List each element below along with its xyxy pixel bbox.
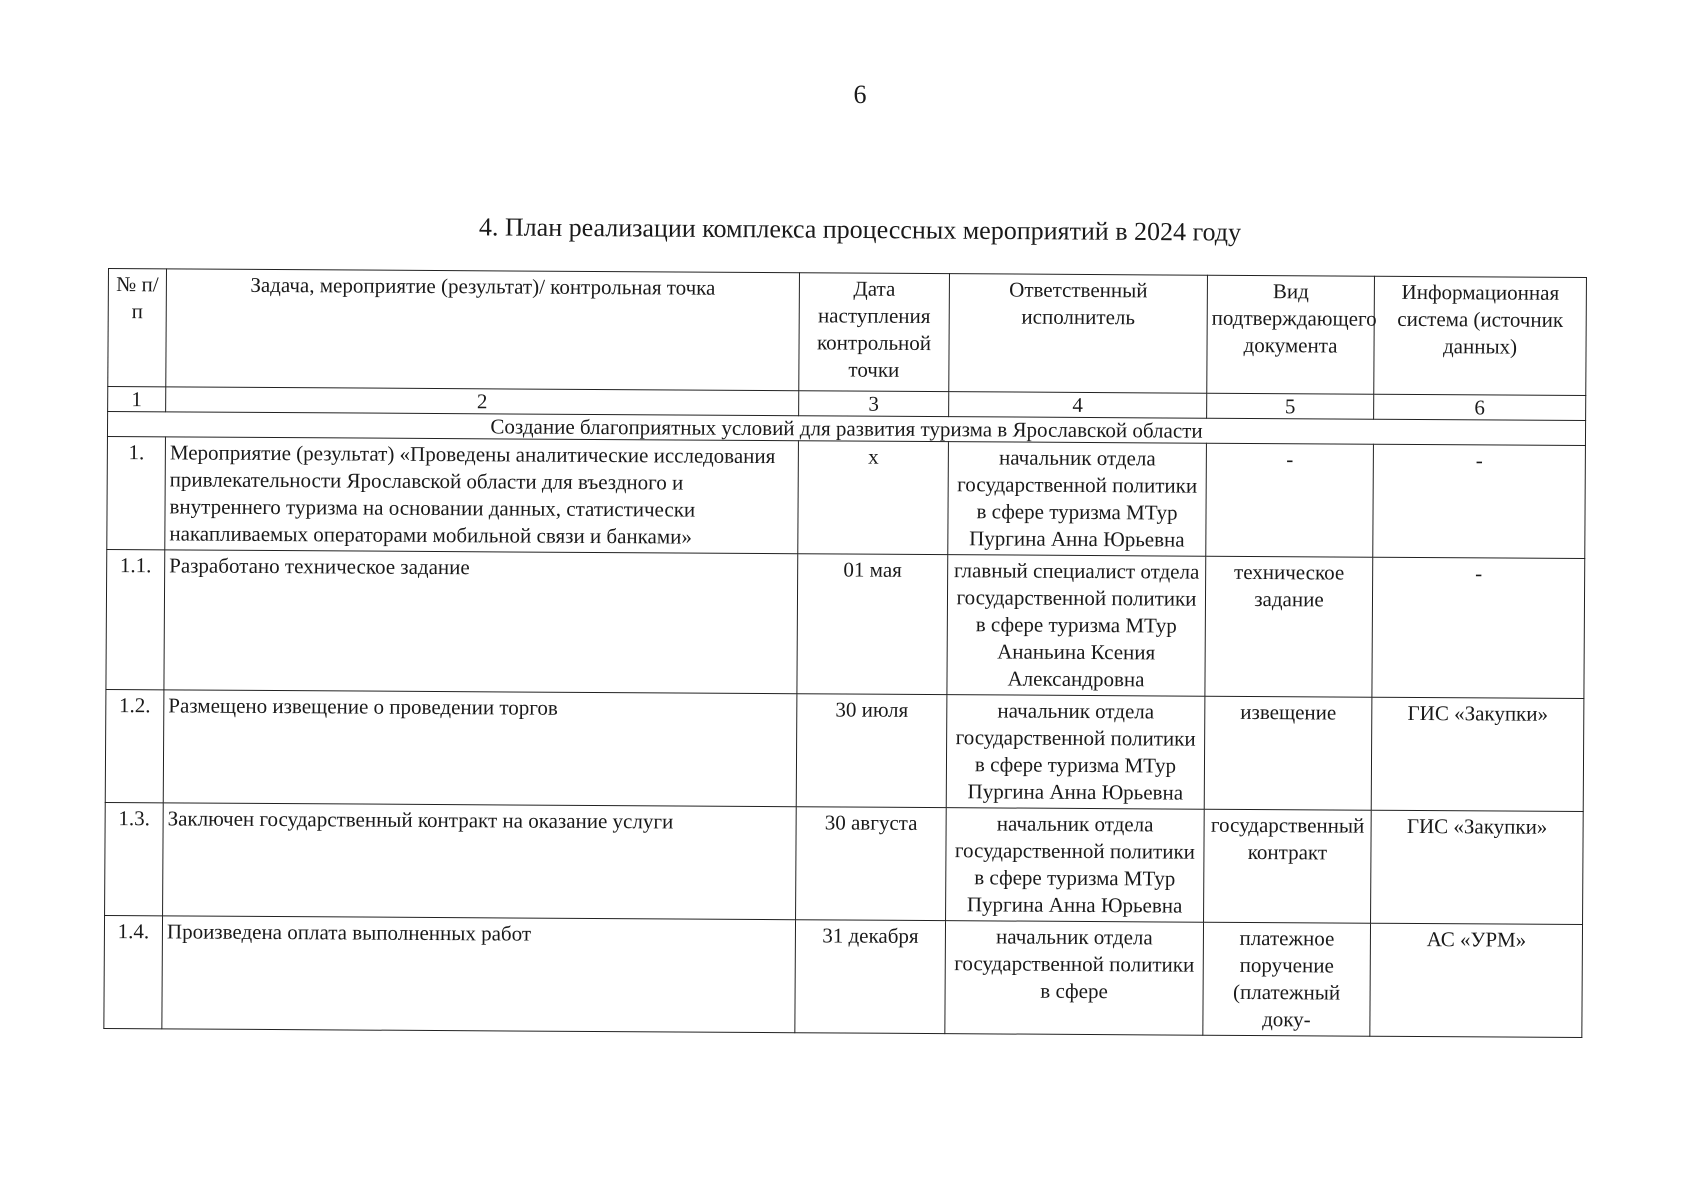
row-system: ГИС «Закупки»	[1371, 810, 1584, 924]
column-number: 4	[949, 392, 1207, 419]
header-date: Дата наступления контрольной точки	[799, 273, 950, 392]
row-date: 01 мая	[797, 554, 948, 695]
page-number: 6	[853, 80, 867, 109]
plan-table-container	[103, 268, 1586, 1038]
header-row	[108, 269, 1587, 396]
row-number: 1.1.	[106, 549, 165, 689]
row-system: ГИС «Закупки»	[1371, 697, 1584, 811]
row-system: -	[1373, 444, 1586, 558]
table-row	[105, 802, 1584, 924]
row-date: 30 июля	[796, 694, 947, 808]
row-responsible: главный специалист отдела государственной политики в сфере туризма МТур Ананьина Ксения Александровна	[947, 555, 1206, 697]
column-number: 3	[799, 391, 949, 417]
header-num: № п/п	[108, 269, 167, 387]
row-date: 30 августа	[796, 807, 947, 921]
header-task: Задача, мероприятие (результат)/ контрольная точка	[166, 269, 800, 391]
row-task: Размещено извещение о проведении торгов	[163, 690, 797, 807]
row-date: x	[798, 441, 949, 555]
column-number: 2	[166, 387, 799, 416]
row-date: 31 декабря	[795, 920, 946, 1034]
row-number: 1.3.	[105, 802, 164, 915]
row-document: платежное поручение (платежный доку-	[1203, 922, 1371, 1036]
row-task: Заключен государственный контракт на оказание услуги	[163, 803, 797, 920]
table-row	[106, 549, 1585, 698]
row-task: Мероприятие (результат) «Проведены аналитические исследования привлекательности Ярославской области для въездного и внутреннего туризма на основании данных, статистически накапливаемых операторами мобильной связи и банками»	[165, 437, 799, 554]
row-number: 1.4.	[104, 915, 163, 1028]
header-system: Информационная система (источник данных)	[1374, 276, 1587, 395]
row-document: государственный контракт	[1204, 809, 1372, 923]
plan-table	[103, 268, 1587, 1038]
document-title: 4. План реализации комплекса процессных мероприятий в 2024 году	[478, 212, 1242, 247]
row-responsible: начальник отдела государственной политики в сфере туризма МТур Пургина Анна Юрьевна	[946, 695, 1205, 810]
column-number: 6	[1374, 394, 1586, 420]
section-title: Создание благоприятных условий для развития туризма в Ярославской области	[107, 412, 1585, 446]
row-task: Разработано техническое задание	[164, 550, 798, 694]
table-row	[104, 915, 1583, 1037]
row-system: АС «УРМ»	[1370, 923, 1583, 1037]
row-number: 1.	[107, 436, 166, 549]
row-system: -	[1372, 557, 1585, 698]
table-row	[105, 689, 1584, 811]
row-responsible: начальник отдела государственной политики в сфере туризма МТур Пургина Анна Юрьевна	[946, 808, 1205, 923]
row-document: извещение	[1204, 696, 1372, 810]
row-task: Произведена оплата выполненных работ	[162, 916, 796, 1033]
row-responsible: начальник отдела государственной политики в сфере	[945, 921, 1204, 1036]
row-document: -	[1206, 443, 1374, 557]
column-number: 5	[1207, 393, 1374, 419]
row-document: техническое задание	[1205, 556, 1373, 697]
column-number: 1	[108, 387, 166, 412]
table-row	[107, 436, 1586, 558]
row-responsible: начальник отдела государственной политики в сфере туризма МТур Пургина Анна Юрьевна	[948, 442, 1207, 557]
row-number: 1.2.	[105, 689, 164, 802]
header-document: Вид подтверждающего документа	[1207, 275, 1375, 394]
header-responsible: Ответственный исполнитель	[949, 274, 1208, 394]
